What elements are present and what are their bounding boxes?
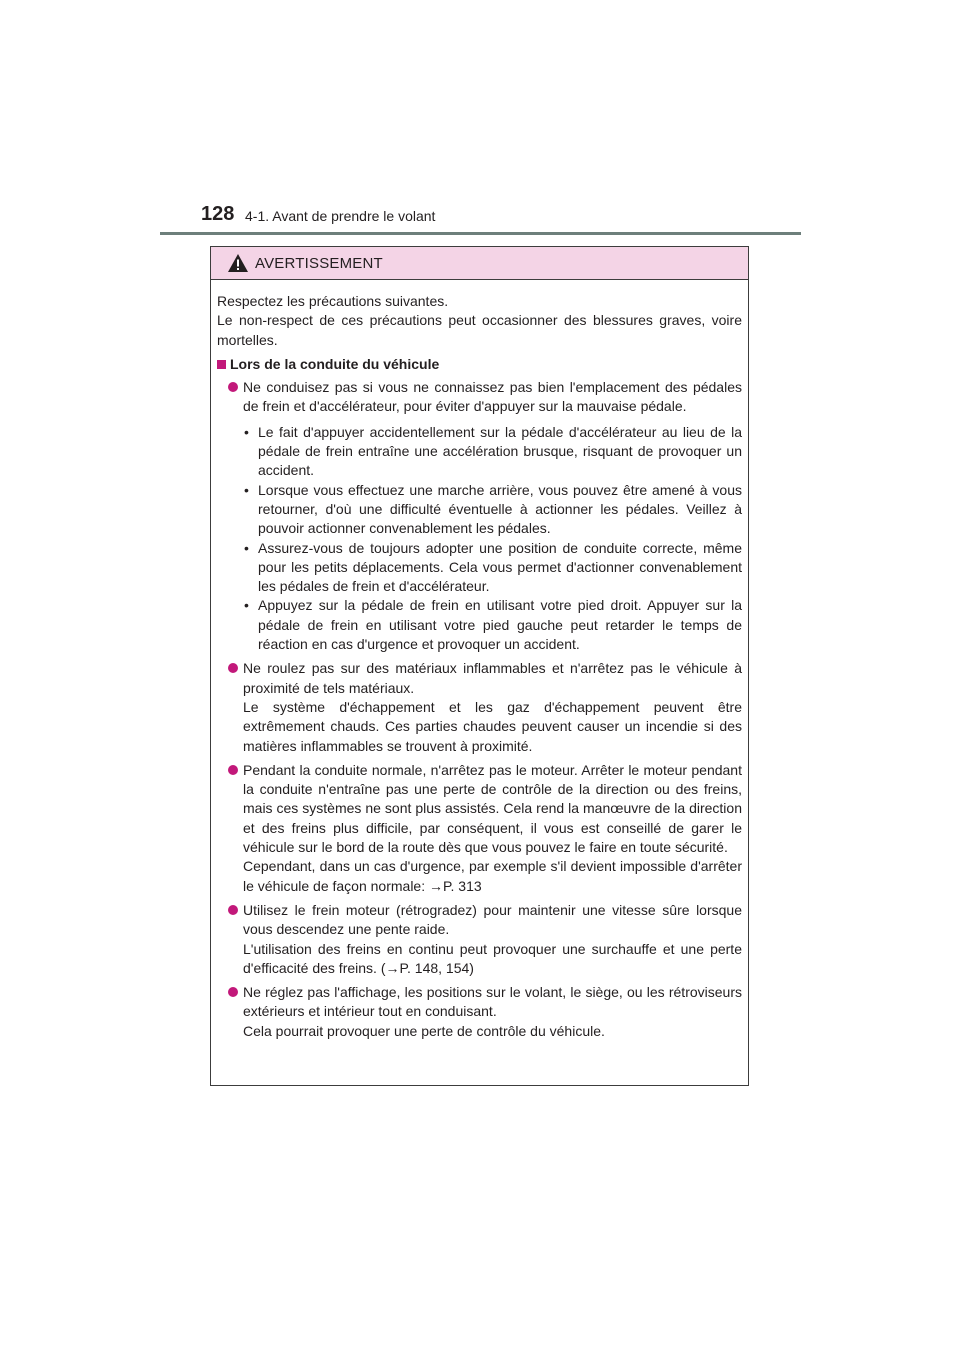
subheading [217, 355, 742, 374]
dot-icon: • [244, 481, 249, 498]
warning-title: AVERTISSEMENT [255, 254, 383, 272]
bullet-item [217, 983, 742, 1041]
intro-line-2: Le non-respect de ces précautions peut occasionner des blessures graves, voire mortelles. [217, 312, 742, 348]
bullet-item [217, 659, 742, 755]
warning-header [211, 247, 748, 280]
bullet-text: Pendant la conduite normale, n'arrêtez pas le moteur. Arrêter le moteur pendant la conduite n'entraîne pas une perte de contrôle de la direction ou des freins, mais ces systèmes ne sont plus assistés. Cela rend la manœuvre de la direction et des freins plus difficile, par conséquent, il vous est conseillé de garer le véhicule sur le bord de la route dès que vous pouvez le faire en toute sécurité. [243, 761, 742, 856]
round-bullet-icon [228, 382, 238, 392]
warning-box [210, 246, 749, 1086]
square-bullet-icon [217, 360, 226, 369]
sub-list-item [243, 423, 742, 481]
bullet-text-2: Cela pourrait provoquer une perte de contrôle du véhicule. [243, 1022, 605, 1039]
bullet-text-2: Le système d'échappement et les gaz d'échappement peuvent être extrêmement chauds. Ces parties chaudes peuvent causer un incendie si des matières inflammables se trouvent à proximité. [243, 698, 742, 754]
section-title: 4-1. Avant de prendre le volant [245, 208, 436, 224]
bullet-text: Ne conduisez pas si vous ne connaissez pas bien l'emplacement des pédales de frein et d'accélérateur, pour éviter d'appuyer sur la mauvaise pédale. [243, 379, 742, 415]
bullet-text-2: L'utilisation des freins en continu peut provoquer une surchauffe et une perte d'efficacité des freins. (→P. 148, 154) [243, 940, 742, 976]
sub-list-text: Lorsque vous effectuez une marche arrière, vous pouvez être amené à vous retourner, d'où une difficulté éventuelle à actionner les pédales. Veillez à pouvoir actionner convenablement les pédales. [258, 481, 742, 537]
sub-list-item [243, 539, 742, 597]
bullet-text: Ne roulez pas sur des matériaux inflammables et n'arrêtez pas le véhicule à proximité de tels matériaux. [243, 660, 742, 696]
round-bullet-icon [228, 905, 238, 915]
dot-icon: • [244, 423, 249, 440]
warning-body [211, 280, 748, 1041]
dot-icon: • [244, 597, 249, 614]
bullet-item [217, 378, 742, 654]
sub-list-item [243, 596, 742, 654]
header-rule [160, 232, 801, 235]
page-number: 128 [201, 203, 235, 225]
sub-list-text: Appuyez sur la pédale de frein en utilisant votre pied droit. Appuyer sur la pédale de frein en utilisant votre pied gauche peut retarder le temps de réaction en cas d'urgence et provoquer un accident. [258, 597, 742, 653]
intro-line-1: Respectez les précautions suivantes. [217, 293, 449, 309]
subheading-text: Lors de la conduite du véhicule [230, 355, 440, 372]
round-bullet-icon [228, 663, 238, 673]
round-bullet-icon [228, 987, 238, 997]
bullet-item [217, 901, 742, 978]
round-bullet-icon [228, 765, 238, 775]
bullet-item [217, 761, 742, 896]
bullet-text-2: Cependant, dans un cas d'urgence, par exemple s'il devient impossible d'arrêter le véhicule de façon normale: →P. 313 [243, 858, 742, 894]
dot-icon: • [244, 539, 249, 556]
sub-list-item [243, 481, 742, 539]
sub-list-text: Le fait d'appuyer accidentellement sur la pédale d'accélérateur au lieu de la pédale de frein entraîne une accélération brusque, risquant de provoquer un accident. [258, 423, 742, 479]
sub-list [243, 423, 742, 655]
warning-triangle-icon [227, 253, 249, 273]
bullet-text: Ne réglez pas l'affichage, les positions sur le volant, le siège, ou les rétroviseurs extérieurs et intérieur tout en conduisant. [243, 984, 742, 1020]
sub-list-text: Assurez-vous de toujours adopter une position de conduite correcte, même pour les petits déplacements. Cela vous permet d'actionner convenablement les pédales de frein et d'accélérateur. [258, 539, 742, 595]
bullet-text: Utilisez le frein moteur (rétrogradez) pour maintenir une vitesse sûre lorsque vous descendez une pente raide. [243, 901, 742, 938]
